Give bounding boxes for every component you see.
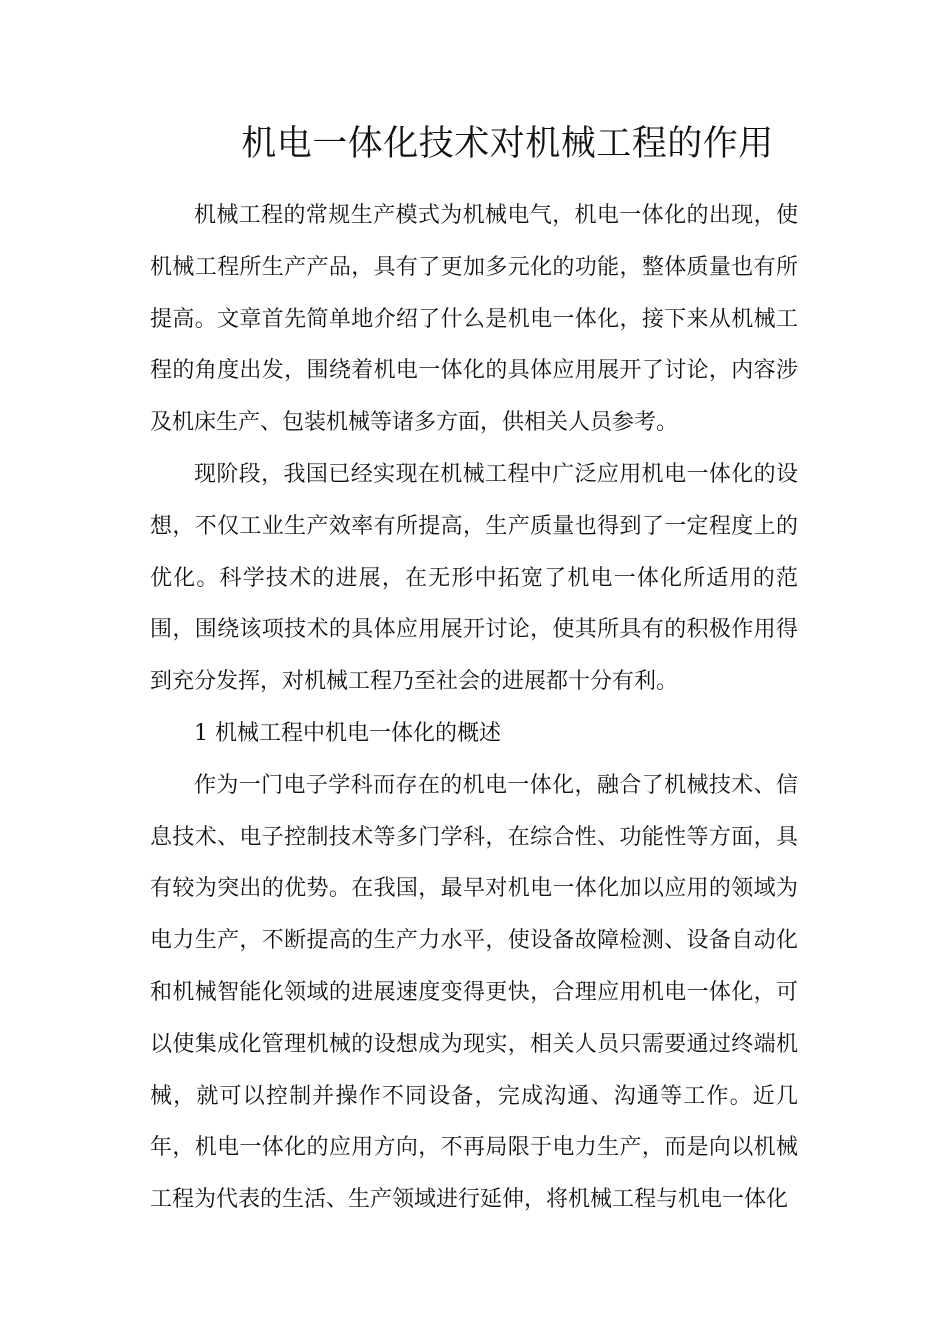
paragraph-current-status: 现阶段，我国已经实现在机械工程中广泛应用机电一体化的设想，不仅工业生产效率有所提高，生产质量也得到了一定程度上的优化。科学技术的进展，在无形中拓宽了机电一体化所适用的范围，围绕该项技术的具体应用展开讨论，使其所具有的积极作用得到充分发挥，对机械工程乃至社会的进展都十分有利。: [150, 461, 798, 695]
section-heading-1: 1 机械工程中机电一体化的概述: [194, 720, 501, 746]
document-body: [150, 190, 798, 1226]
document-title: 机电一体化技术对机械工程的作用: [241, 124, 774, 164]
paragraph-intro: 机械工程的常规生产模式为机械电气，机电一体化的出现，使机械工程所生产产品，具有了更加多元化的功能，整体质量也有所提高。文章首先简单地介绍了什么是机电一体化，接下来从机械工程的角度出发，围绕着机电一体化的具体应用展开了讨论，内容涉及机床生产、包装机械等诸多方面，供相关人员参考。: [150, 203, 798, 436]
paragraph-overview: 作为一门电子学科而存在的机电一体化，融合了机械技术、信息技术、电子控制技术等多门学科，在综合性、功能性等方面，具有较为突出的优势。在我国，最早对机电一体化加以应用的领域为电力生产，不断提高的生产力水平，使设备故障检测、设备自动化和机械智能化领域的进展速度变得更快，合理应用机电一体化，可以使集成化管理机械的设想成为现实，相关人员只需要通过终端机械，就可以控制并操作不同设备，完成沟通、沟通等工作。近几年，机电一体化的应用方向，不再局限于电力生产，而是向以机械工程为代表的生活、生产领域进行延伸，将机械工程与机电一体化: [150, 772, 798, 1213]
